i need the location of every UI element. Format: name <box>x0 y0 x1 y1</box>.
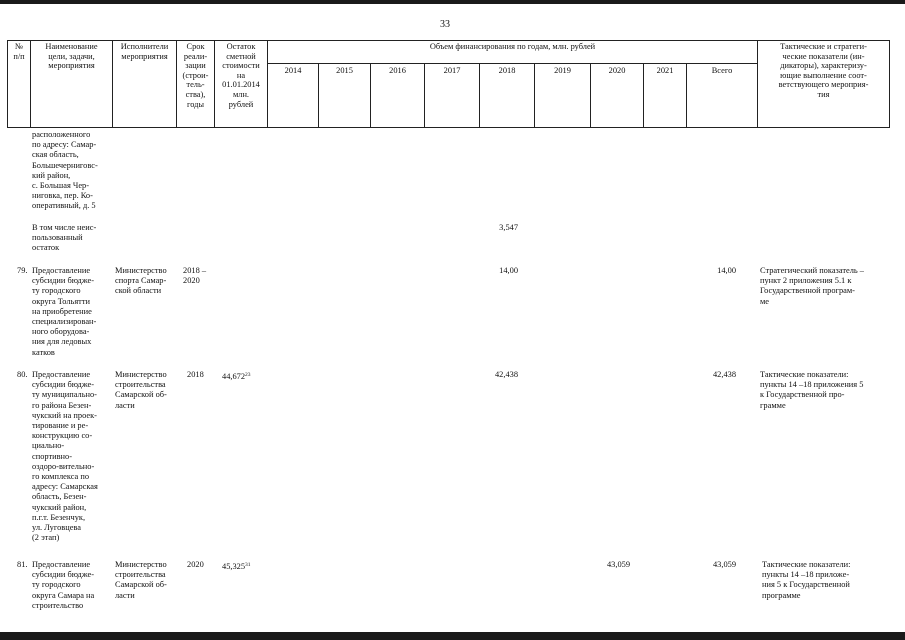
header-total: Всего <box>711 66 733 75</box>
header-year: 2014 <box>284 66 302 75</box>
header-funding-group: Объем финансирования по годам, млн. рублей <box>429 42 596 51</box>
page-number: 33 <box>440 19 450 30</box>
row-value-2018: 42,438 <box>494 370 518 379</box>
col-border-7 <box>889 40 890 128</box>
row-term: 2018 <box>187 370 204 379</box>
row-executor: Министерство спорта Самар- ской области <box>115 266 167 296</box>
row-executor: Министерство строительства Самарской об- ласти <box>115 370 167 410</box>
row-name: В том числе неис- пользованный остаток <box>32 223 97 253</box>
row-executor: Министерство строительства Самарской об- ласти <box>115 560 167 600</box>
header-year: 2015 <box>336 66 353 75</box>
header-executors: Исполнители мероприятия <box>120 42 169 61</box>
row-remaining-cost <box>222 560 268 572</box>
row-value-2018: 14,00 <box>499 266 518 275</box>
row-term: 2018 – 2020 <box>183 266 207 286</box>
row-value-2018: 3,547 <box>499 223 518 232</box>
row-indicators: Тактические показатели: пункты 14 –18 приложения 5 к Государственной про- грамме <box>760 370 864 410</box>
row-value-2020: 43,059 <box>606 560 630 569</box>
row-name: расположенного по адресу: Самар- ская область, Большечерниговс- кий район, с. Большая Чер- ниговка, пер. Ко- оперативный, д. 5 <box>32 130 98 211</box>
header-year: 2020 <box>608 66 626 75</box>
col-border-5 <box>267 40 268 128</box>
header-year: 2021 <box>656 66 674 75</box>
row-remaining-cost <box>222 370 268 382</box>
header-indicators: Тактические и стратеги- ческие показатели (ин- дикаторы), характеризу- ющие выполнение соот- ветствующего мероприя- тия <box>778 42 869 99</box>
header-year: 2016 <box>389 66 406 75</box>
row-total: 42,438 <box>712 370 736 379</box>
row-name: Предоставление субсидии бюдже- ту городского округа Самара на строительство <box>32 560 95 610</box>
header-name: Наименование цели, задачи, мероприятия <box>45 42 98 71</box>
header-year: 2018 <box>498 66 516 75</box>
row-number: 80. <box>17 370 28 379</box>
row-indicators: Стратегический показатель – пункт 2 приложения 5.1 к Государственной програм- ме <box>760 266 864 306</box>
header-term: Срок реали- зации (строи- тель- ства), годы <box>182 42 209 109</box>
header-number: № п/п <box>13 42 25 61</box>
row-remaining-cost-value: 45,325 <box>222 562 246 571</box>
header-year: 2017 <box>443 66 461 75</box>
row-total: 43,059 <box>712 560 736 569</box>
top-scan-border <box>0 0 905 4</box>
row-number: 81. <box>17 560 28 569</box>
bottom-scan-border <box>0 632 905 640</box>
header-year: 2019 <box>554 66 571 75</box>
row-name: Предоставление субсидии бюдже- ту городского округа Тольятти на приобретение специализирован- ного оборудова- ния для ледовых катков <box>32 266 97 357</box>
row-indicators: Тактические показатели: пункты 14 –18 приложе- ния 5 к Государственной программе <box>762 560 851 600</box>
row-number: 79. <box>17 266 28 275</box>
years-divider <box>267 63 757 64</box>
footnote-mark: 31 <box>245 562 251 568</box>
header-remaining-cost: Остаток сметной стоимости на 01.01.2014 млн. рублей <box>222 42 260 109</box>
row-term: 2020 <box>187 560 204 569</box>
row-name: Предоставление субсидии бюдже- ту муниципально- го района Безен- чукский на проек- тирование и ре- конструкцию со- циально- спортивно- оздоро-вительно- го комплекса по адресу: Самарская область, Безен- чукский район, п.г.т. Безенчук, ул. Луговцева (2 этап) <box>32 370 98 543</box>
row-total: 14,00 <box>717 266 736 275</box>
row-remaining-cost-value: 44,672 <box>222 372 246 381</box>
footnote-mark: 23 <box>245 372 251 378</box>
